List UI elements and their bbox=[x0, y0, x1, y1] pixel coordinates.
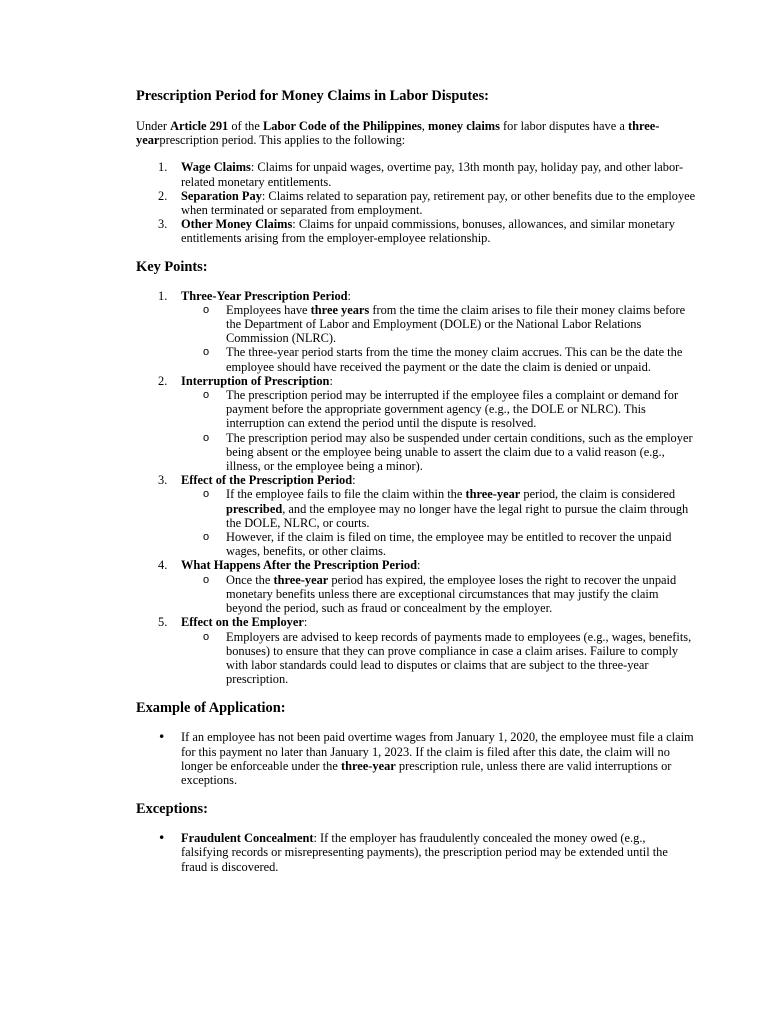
exceptions-heading: Exceptions: bbox=[136, 801, 208, 818]
sub-list-item bbox=[136, 345, 696, 373]
list-number: 2. bbox=[158, 373, 168, 388]
sub-list-item bbox=[136, 303, 696, 346]
sub-list bbox=[136, 388, 696, 473]
list-item bbox=[136, 217, 696, 245]
article-reference: Article 291 bbox=[170, 119, 229, 133]
sub-text: The three-year period starts from the time the money claim accrues. This can be the date the employee should have received the payment or the date the claim is denied or unpaid. bbox=[226, 345, 683, 374]
sub-list bbox=[136, 630, 696, 687]
sub-list bbox=[136, 487, 696, 558]
claim-type-label: Wage Claims bbox=[181, 160, 251, 175]
list-number: 1. bbox=[158, 288, 168, 303]
intro-text: of the bbox=[228, 119, 263, 133]
bullet-icon: • bbox=[158, 729, 166, 745]
bullet-icon: • bbox=[158, 830, 166, 846]
labor-code-reference: Labor Code of the Philippines bbox=[262, 119, 422, 133]
emphasis: three years bbox=[310, 302, 370, 317]
sub-list bbox=[136, 303, 696, 374]
key-point-label: Three-Year Prescription Period bbox=[181, 288, 348, 303]
sub-text: If the employee fails to file the claim within the bbox=[226, 487, 466, 502]
claim-type-label: Separation Pay bbox=[181, 188, 262, 203]
sub-text: The prescription period may be interrupted if the employee files a complaint or demand for payment before the appropriate government agency (e.g., the DOLE or NLRC). This interruption can extend the period until the dispute is resolved. bbox=[226, 388, 679, 431]
key-point-colon: : bbox=[416, 558, 421, 573]
claim-type-label: Other Money Claims bbox=[181, 217, 293, 232]
sub-text: The prescription period may also be suspended under certain conditions, such as the employer being absent or the employee being unable to assert the claim due to a valid reason (e.g., illness, or the employee being a minor). bbox=[226, 430, 693, 474]
claim-type-text: : Claims related to separation pay, retirement pay, or other benefits due to the employee when terminated or separated from employment. bbox=[181, 188, 696, 218]
example-list bbox=[136, 730, 696, 787]
list-item bbox=[136, 831, 696, 874]
three-year-term: three-year bbox=[136, 119, 660, 148]
sub-list-item bbox=[136, 630, 696, 687]
intro-text: for labor disputes have a bbox=[499, 119, 628, 133]
sub-list-item bbox=[136, 573, 696, 616]
list-item bbox=[136, 374, 696, 388]
key-point-colon: : bbox=[352, 473, 356, 488]
document-title: Prescription Period for Money Claims in Labor Disputes: bbox=[136, 88, 489, 104]
intro-text: prescription period. This applies to the following: bbox=[159, 133, 406, 148]
list-number: 5. bbox=[158, 615, 168, 630]
sub-text: However, if the claim is filed on time, the employee may be entitled to recover the unpaid wages, benefits, or other claims. bbox=[226, 530, 672, 559]
circle-bullet-icon: o bbox=[203, 630, 210, 643]
circle-bullet-icon: o bbox=[203, 488, 210, 501]
list-item bbox=[136, 730, 696, 787]
circle-bullet-icon: o bbox=[203, 346, 210, 359]
sub-list bbox=[136, 573, 696, 616]
key-points-heading: Key Points: bbox=[136, 258, 208, 275]
circle-bullet-icon: o bbox=[203, 303, 210, 316]
list-number: 2. bbox=[158, 188, 168, 203]
key-point-label: Effect on the Employer bbox=[181, 615, 304, 630]
key-point-colon: : bbox=[329, 373, 333, 388]
sub-text: period has expired, the employee loses the right to recover the unpaid monetary benefits unless there are exceptional circumstances that may justify the claim beyond the period, such as fraud or concealment by the employer. bbox=[226, 572, 677, 616]
key-point-label: Effect of the Prescription Period bbox=[181, 473, 353, 488]
key-point-label: Interruption of Prescription bbox=[181, 373, 330, 388]
key-point-label: What Happens After the Prescription Period bbox=[181, 558, 417, 573]
list-item bbox=[136, 558, 696, 572]
list-item bbox=[136, 160, 696, 188]
key-point-colon: : bbox=[303, 615, 308, 630]
example-heading: Example of Application: bbox=[136, 700, 286, 717]
circle-bullet-icon: o bbox=[203, 431, 210, 444]
claim-types-list bbox=[136, 160, 696, 245]
sub-text: period, the claim is considered bbox=[520, 487, 676, 502]
list-number: 1. bbox=[158, 160, 168, 175]
emphasis: prescribed bbox=[226, 501, 283, 516]
circle-bullet-icon: o bbox=[203, 531, 210, 544]
document-page bbox=[136, 88, 696, 874]
sub-list-item bbox=[136, 487, 696, 530]
key-points-list bbox=[136, 289, 696, 687]
claim-type-text: : Claims for unpaid commissions, bonuses, allowances, and similar monetary entitlements arising from the employer-employee relationship. bbox=[181, 217, 675, 246]
list-number: 3. bbox=[158, 217, 168, 232]
circle-bullet-icon: o bbox=[203, 389, 210, 402]
list-number: 3. bbox=[158, 473, 168, 488]
exceptions-list bbox=[136, 831, 696, 874]
sub-text: Employers are advised to keep records of payments made to employees (e.g., wages, benefits, bonuses) to ensure that they can prove compliance in case a claim arises. Failure to comply with labor standards could lead to disputes or claims that are subject to the three-year prescription. bbox=[226, 629, 692, 687]
exception-text: : If the employer has fraudulently concealed the money owed (e.g., falsifying records or misrepresenting payments), the prescription period may be extended until the fraud is discovered. bbox=[181, 831, 668, 874]
intro-text: Under bbox=[136, 119, 171, 133]
circle-bullet-icon: o bbox=[203, 573, 210, 586]
sub-text: Employees have bbox=[226, 302, 311, 317]
list-item bbox=[136, 289, 696, 303]
claim-type-text: : Claims for unpaid wages, overtime pay, 13th month pay, holiday pay, and other labor-related monetary entitlements. bbox=[181, 160, 684, 189]
sub-text: , and the employee may no longer have the legal right to pursue the claim through the DOLE, NLRC, or courts. bbox=[226, 501, 689, 530]
sub-list-item bbox=[136, 388, 696, 431]
sub-list-item bbox=[136, 530, 696, 558]
sub-list-item bbox=[136, 431, 696, 474]
exception-label: Fraudulent Concealment bbox=[181, 831, 314, 846]
example-text: If an employee has not been paid overtime wages from January 1, 2020, the employee must file a claim for this payment no later than January 1, 2023. If the claim is filed after this date, the claim will no longer be enforceable under the bbox=[181, 730, 694, 773]
list-number: 4. bbox=[158, 558, 168, 573]
intro-paragraph bbox=[136, 119, 696, 147]
list-item bbox=[136, 473, 696, 487]
list-item bbox=[136, 615, 696, 629]
emphasis: three-year bbox=[273, 572, 329, 587]
intro-text: , bbox=[421, 119, 428, 133]
list-item bbox=[136, 189, 696, 217]
emphasis: three-year bbox=[465, 487, 521, 502]
sub-text: Once the bbox=[226, 572, 274, 587]
key-point-colon: : bbox=[347, 288, 351, 303]
money-claims-term: money claims bbox=[428, 119, 500, 133]
sub-text: from the time the claim arises to file their money claims before the Department of Labor and Employment (DOLE) or the National Labor Relations Commission (NLRC). bbox=[226, 302, 686, 346]
example-text: prescription rule, unless there are valid interruptions or exceptions. bbox=[181, 758, 672, 787]
emphasis: three-year bbox=[340, 758, 396, 773]
